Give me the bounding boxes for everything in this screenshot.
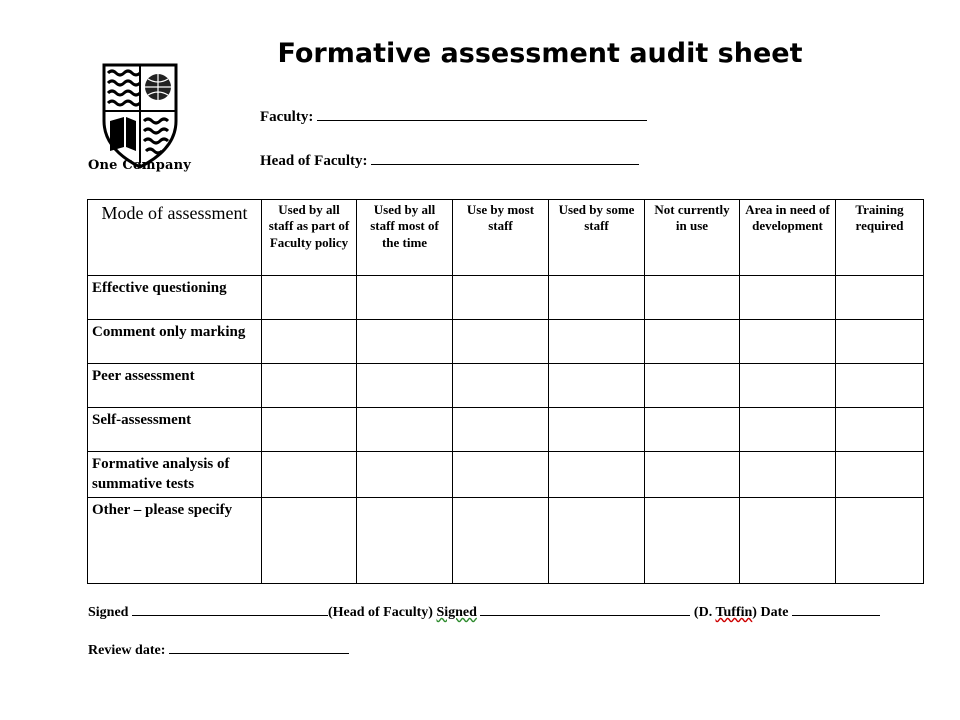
table-cell[interactable] <box>645 364 740 408</box>
table-cell[interactable] <box>453 452 549 498</box>
table-cell[interactable] <box>549 364 645 408</box>
head-of-faculty-blank-line[interactable] <box>371 150 639 165</box>
page-title: Formative assessment audit sheet <box>277 38 803 69</box>
table-cell[interactable] <box>357 320 453 364</box>
table-cell[interactable] <box>357 364 453 408</box>
signed-label: Signed <box>88 605 129 620</box>
review-date-row <box>88 640 349 659</box>
column-header: Training required <box>836 200 924 276</box>
table-cell[interactable] <box>262 497 357 583</box>
tuffin-name: Tuffin <box>715 605 753 620</box>
row-label: Other – please specify <box>88 497 262 583</box>
faculty-field[interactable] <box>260 106 647 126</box>
signature-row <box>88 602 880 621</box>
table-cell[interactable] <box>549 408 645 452</box>
head-of-faculty-label: Head of Faculty: <box>260 153 368 169</box>
date-blank-line[interactable] <box>792 602 880 616</box>
row-label: Peer assessment <box>88 364 262 408</box>
head-of-faculty-note: (Head of Faculty) <box>327 605 433 620</box>
table-cell[interactable] <box>453 364 549 408</box>
table-cell[interactable] <box>645 408 740 452</box>
table-row <box>88 497 924 583</box>
table-cell[interactable] <box>740 320 836 364</box>
table-cell[interactable] <box>357 408 453 452</box>
table-cell[interactable] <box>453 408 549 452</box>
table-cell[interactable] <box>740 364 836 408</box>
row-label: Comment only marking <box>88 320 262 364</box>
table-cell[interactable] <box>740 276 836 320</box>
table-cell[interactable] <box>836 364 924 408</box>
column-header: Used by all staff as part of Faculty policy <box>262 200 357 276</box>
table-cell[interactable] <box>645 276 740 320</box>
signed-label-2: Signed <box>436 605 477 620</box>
table-row <box>88 408 924 452</box>
signed-blank-line-2[interactable] <box>480 602 690 616</box>
row-label: Effective questioning <box>88 276 262 320</box>
table-cell[interactable] <box>740 452 836 498</box>
table-cell[interactable] <box>262 408 357 452</box>
review-date-blank-line[interactable] <box>169 640 349 654</box>
table-cell[interactable] <box>549 276 645 320</box>
table-row <box>88 320 924 364</box>
table-cell[interactable] <box>453 497 549 583</box>
table-cell[interactable] <box>836 408 924 452</box>
review-date-label: Review date: <box>88 643 166 658</box>
row-label: Self-assessment <box>88 408 262 452</box>
table-cell[interactable] <box>836 276 924 320</box>
table-cell[interactable] <box>836 452 924 498</box>
logo-text: One Company <box>88 158 192 173</box>
table-cell[interactable] <box>262 276 357 320</box>
table-row <box>88 452 924 498</box>
table-cell[interactable] <box>549 320 645 364</box>
table-cell[interactable] <box>836 320 924 364</box>
table-cell[interactable] <box>453 276 549 320</box>
table-cell[interactable] <box>357 276 453 320</box>
table-cell[interactable] <box>262 364 357 408</box>
table-cell[interactable] <box>262 452 357 498</box>
table-cell[interactable] <box>645 497 740 583</box>
table-cell[interactable] <box>836 497 924 583</box>
table-cell[interactable] <box>357 452 453 498</box>
table-cell[interactable] <box>262 320 357 364</box>
signed-blank-line[interactable] <box>132 602 328 616</box>
table-cell[interactable] <box>740 408 836 452</box>
column-header-mode: Mode of assessment <box>88 200 262 276</box>
table-cell[interactable] <box>645 452 740 498</box>
table-row <box>88 276 924 320</box>
table-cell[interactable] <box>549 497 645 583</box>
table-cell[interactable] <box>645 320 740 364</box>
row-label: Formative analysis of summative tests <box>88 452 262 498</box>
tuffin-close: ) <box>752 605 757 620</box>
table-row <box>88 364 924 408</box>
faculty-blank-line[interactable] <box>317 106 647 121</box>
audit-table <box>87 199 924 584</box>
header-row <box>88 200 924 276</box>
table-cell[interactable] <box>357 497 453 583</box>
faculty-label: Faculty: <box>260 109 314 125</box>
column-header: Use by most staff <box>453 200 549 276</box>
column-header: Used by some staff <box>549 200 645 276</box>
tuffin-open: (D. <box>693 605 713 620</box>
table-cell[interactable] <box>549 452 645 498</box>
head-of-faculty-field[interactable] <box>260 150 639 170</box>
date-label: Date <box>760 605 789 620</box>
column-header: Not currently in use <box>645 200 740 276</box>
table-cell[interactable] <box>453 320 549 364</box>
column-header: Area in need of development <box>740 200 836 276</box>
table-cell[interactable] <box>740 497 836 583</box>
column-header: Used by all staff most of the time <box>357 200 453 276</box>
